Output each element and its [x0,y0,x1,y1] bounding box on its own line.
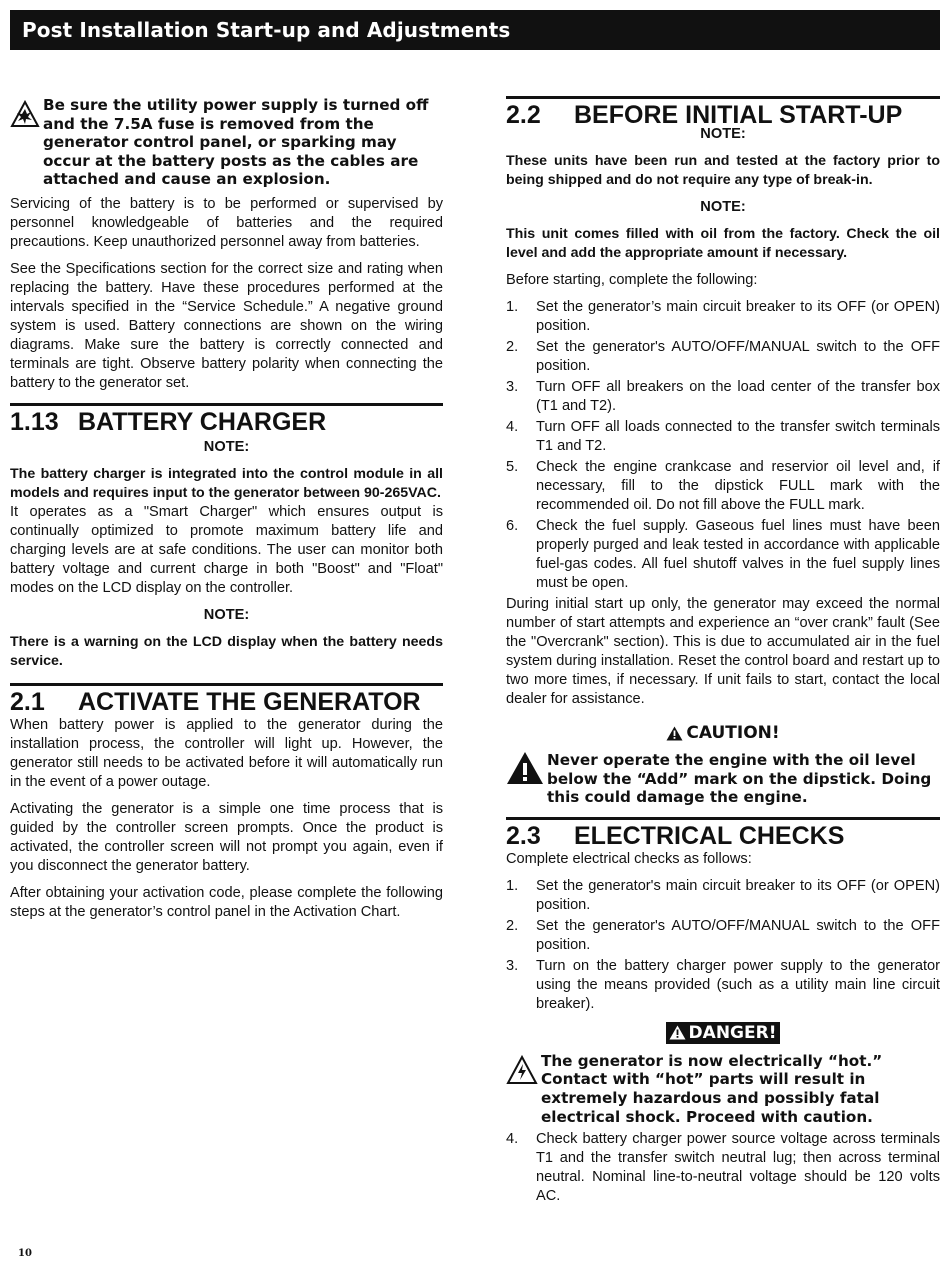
section-heading-2-1 [10,686,443,716]
list-item: 2. Set the generator's AUTO/OFF/MANUAL switch to the OFF position. [506,339,940,374]
page-header-title: Post Installation Start-up and Adjustments [22,18,511,42]
caution-triangle-icon [666,726,683,741]
caution-label: CAUTION! [686,723,780,743]
note-label: NOTE: [700,126,746,142]
activation-paragraph-1: When battery power is applied to the generator during the installation process, the controller will light up. However, the generator still needs to be activated before it will automatically run in the event of a power outage. [10,716,443,790]
note-label: NOTE: [203,606,250,623]
list-item: 4. Check battery charger power source voltage across terminals T1 and the transfer switch neutral lug; then across terminal neutral. Nominal line-to-neutral voltage should be 120 volts AC. [506,1131,940,1205]
list-item: 1. Set the generator's main circuit breaker to its OFF (or OPEN) position. [506,877,940,913]
section-title: BEFORE INITIAL START-UP [574,101,903,129]
start-up-steps-list [506,298,940,593]
explosion-warning-text: Be sure the utility power supply is turned off and the 7.5A fuse is removed from the generator control panel, or sparking may occur at the battery posts as the cables are attached and cause an explosion. [43,96,429,189]
note-battery-charger: The battery charger is integrated into the control module in all models and requires input to the generator between 90-265VAC. [10,465,443,501]
left-column [10,96,443,930]
caution-heading [506,723,940,743]
battery-servicing-paragraph: Servicing of the battery is to be performed or supervised by personnel knowledgeable of batteries and the required precautions. Keep unauthorized personnel away from batteries. [10,195,443,250]
list-item: 3. Turn on the battery charger power supply to the generator using the means provided (such as a utility main line circuit breaker). [506,957,940,1012]
note-factory-tested: These units have been run and tested at the factory prior to being shipped and do not require any type of break-in. [506,153,940,188]
list-item: 3. Turn OFF all breakers on the load center of the transfer box (T1 and T2). [506,379,940,414]
explosion-warning-icon [10,96,43,133]
electrical-shock-icon [506,1052,541,1090]
section-title: ACTIVATE THE GENERATOR [78,687,421,716]
right-column [506,96,940,1208]
exclamation-warning-icon [506,751,547,790]
note-oil-filled: This unit comes filled with oil from the factory. Check the oil level and add the appropriate amount if necessary. [506,226,940,261]
list-item: 1. Set the generator’s main circuit breaker to its OFF (or OPEN) position. [506,299,940,334]
note-label: NOTE: [203,438,250,455]
page-header-bar [10,10,940,50]
electrical-checks-intro: Complete electrical checks as follows: [506,850,752,867]
section-heading-1-13 [10,406,443,436]
section-number: 2.2 [506,101,541,129]
danger-heading [506,1022,940,1044]
danger-block [506,1052,940,1126]
list-item: 5. Check the engine crankcase and reservior oil level and, if necessary, fill to the dipstick FULL mark with the recommended oil. Do not fill above the FULL mark. [506,459,940,513]
before-starting-intro: Before starting, complete the following: [506,272,758,288]
section-title: BATTERY CHARGER [78,407,327,436]
list-item: 6. Check the fuel supply. Gaseous fuel lines must have been properly purged and leak tested in accordance with applicable fuel-gas codes. All fuel shutoff valves in the fuel supply lines must be open. [506,518,940,591]
electrical-checks-list [506,877,940,1014]
activation-paragraph-2: Activating the generator is a simple one time process that is guided by the controller screen prompts. Once the product is activated, the controller screen will not prompt you again, even if you disconnect the generator battery. [10,800,443,874]
explosion-warning [10,96,443,189]
initial-startup-paragraph: During initial start up only, the generator may exceed the normal number of start attempts and experience an “over crank” fault (See the "Overcrank" section). This is due to accumulated air in the fuel system during installation. Reset the control board and restart up to two more times, if necessary. If unit fails to start, contact the local dealer for assistance. [506,596,940,707]
section-number: 2.3 [506,821,541,850]
list-item: 4. Turn OFF all loads connected to the transfer switch terminals T1 and T2. [506,419,940,454]
battery-specs-paragraph: See the Specifications section for the correct size and rating when replacing the battery. Have these procedures performed at the intervals specified in the “Service Schedule.” A negative ground system is used. Battery connections are shown on the wiring diagrams. Make sure the battery is correctly connected and terminals are tight. Observe battery polarity when connecting the battery to the generator set. [10,260,443,391]
activation-paragraph-3: After obtaining your activation code, please complete the following steps at the generator’s control panel in the Activation Chart. [10,884,443,920]
section-number: 1.13 [10,407,59,436]
smart-charger-paragraph: It operates as a "Smart Charger" which ensures output is continually optimized to promote maximum battery life and charging levels are at safe conditions. The user can monitor both battery voltage and current charge in both "Boost" and "Float" modes on the LCD display on the controller. [10,503,443,596]
electrical-checks-list-continued [506,1130,940,1206]
section-heading-2-3 [506,820,940,850]
danger-badge [666,1022,781,1044]
page-number: 10 [18,1248,32,1259]
note-lcd-warning: There is a warning on the LCD display when the battery needs service. [10,633,443,669]
caution-block [506,751,940,807]
section-title: ELECTRICAL CHECKS [574,821,845,850]
note-label: NOTE: [700,199,746,215]
list-item: 2. Set the generator's AUTO/OFF/MANUAL switch to the OFF position. [506,917,940,953]
section-number: 2.1 [10,687,45,716]
danger-label: DANGER! [688,1022,777,1043]
caution-text: Never operate the engine with the oil level below the “Add” mark on the dipstick. Doing this could damage the engine. [547,751,932,807]
danger-text: The generator is now electrically “hot.” Contact with “hot” parts will result in extremely hazardous and possibly fatal electrical shock. Proceed with caution. [541,1051,883,1126]
danger-triangle-icon [669,1025,686,1040]
